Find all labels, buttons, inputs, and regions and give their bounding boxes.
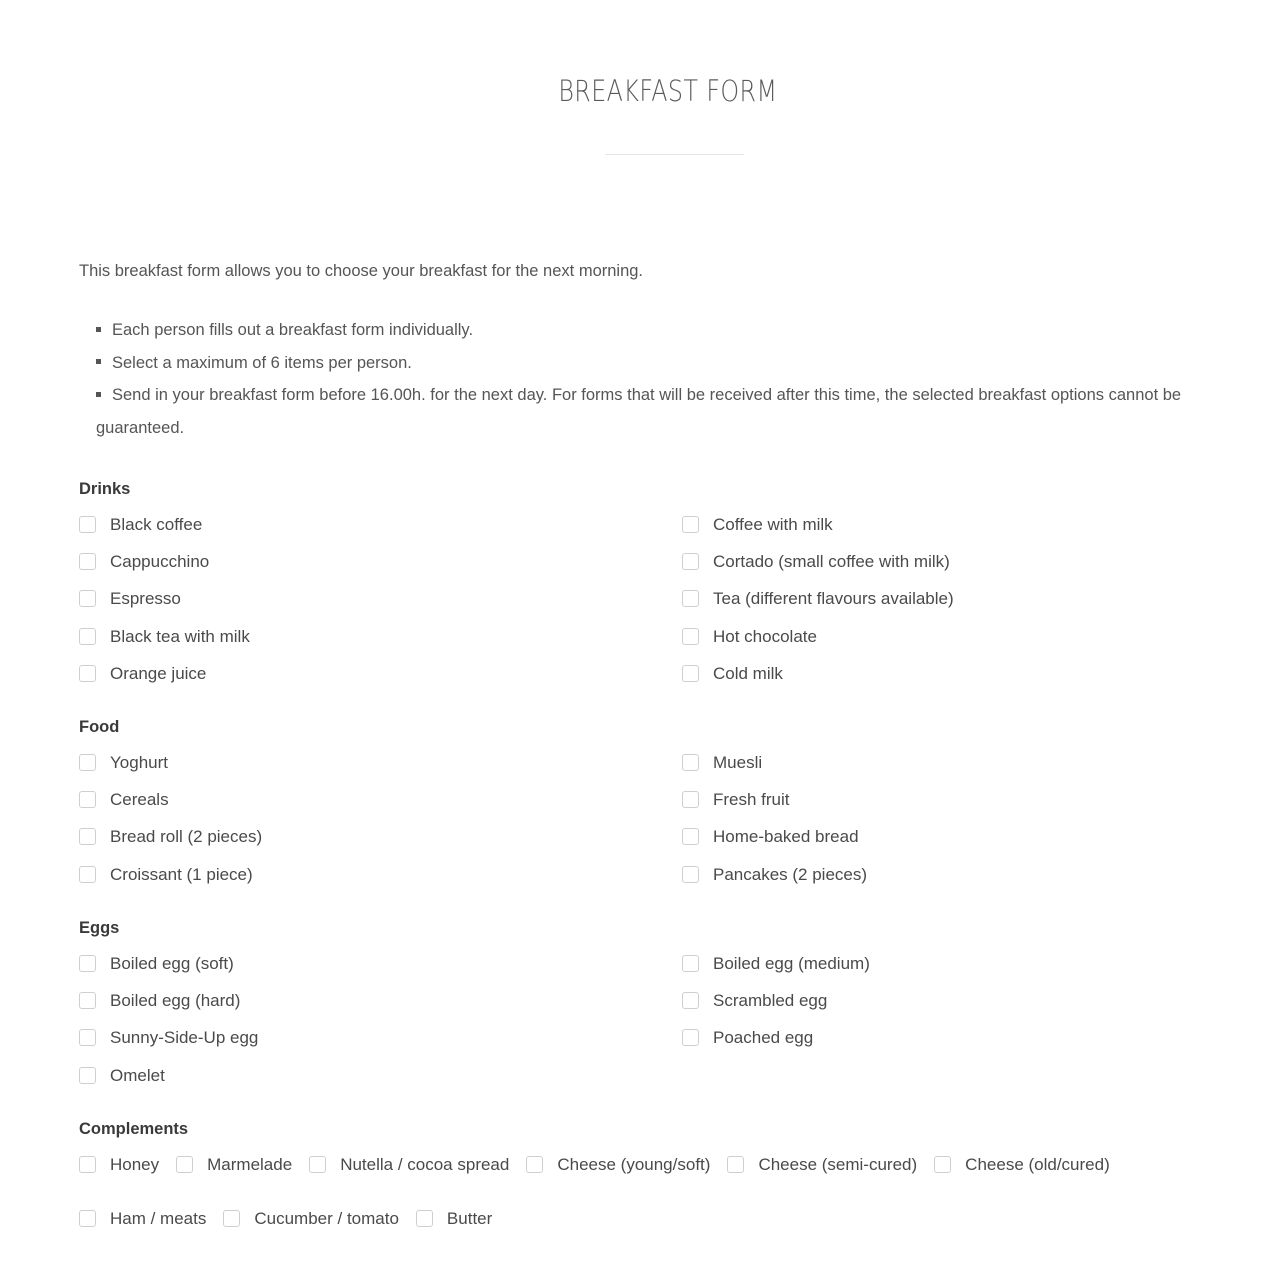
checkbox[interactable] [309,1156,326,1173]
checkbox[interactable] [682,866,699,883]
option-label: Honey [110,1155,160,1174]
option-label: Cold milk [713,663,783,683]
rule-item: Send in your breakfast form before 16.00h. for the next day. For forms that will be received after this time, the selected breakfast options cannot be guaranteed. [96,379,1216,444]
option-label: Espresso [110,589,181,609]
option-label: Tea (different flavours available) [713,589,954,609]
option-bread-roll[interactable] [79,827,682,864]
option-label: Boiled egg (hard) [110,991,241,1011]
option-coffee-with-milk[interactable] [682,515,1216,552]
option-boiled-egg-medium[interactable] [682,954,1216,991]
option-muesli[interactable] [682,753,1216,790]
option-cheese-young[interactable] [526,1155,710,1175]
checkbox[interactable] [79,1156,96,1173]
checkbox[interactable] [682,828,699,845]
rule-item: Select a maximum of 6 items per person. [96,347,1216,380]
food-section [79,716,1216,902]
complements-heading: Complements [79,1120,189,1138]
checkbox[interactable] [79,992,96,1009]
option-label: Black tea with milk [110,626,250,646]
option-label: Cortado (small coffee with milk) [713,552,950,572]
option-label: Scrambled egg [713,991,828,1011]
form-title: BREAKFAST FORM [558,74,778,108]
food-heading: Food [79,718,120,736]
option-boiled-egg-hard[interactable] [79,991,682,1028]
checkbox[interactable] [223,1210,240,1227]
checkbox[interactable] [682,553,699,570]
checkbox[interactable] [682,992,699,1009]
checkbox[interactable] [682,590,699,607]
checkbox[interactable] [79,628,96,645]
option-label: Cheese (young/soft) [557,1155,711,1174]
option-scrambled-egg[interactable] [682,991,1216,1028]
checkbox[interactable] [682,665,699,682]
option-label: Cheese (old/cured) [965,1155,1110,1174]
checkbox[interactable] [79,866,96,883]
option-label: Cucumber / tomato [254,1209,399,1228]
option-label: Ham / meats [110,1209,207,1228]
option-sunny-side-up-egg[interactable] [79,1028,682,1065]
checkbox[interactable] [934,1156,951,1173]
drinks-heading: Drinks [79,480,131,498]
option-label: Muesli [713,753,763,772]
option-cortado[interactable] [682,552,1216,589]
option-label: Hot chocolate [713,626,817,646]
checkbox[interactable] [176,1156,193,1173]
option-label: Black coffee [110,515,203,534]
option-black-coffee[interactable] [79,515,682,552]
eggs-section [79,917,1216,1103]
checkbox[interactable] [79,590,96,607]
option-cappucchino[interactable] [79,552,682,589]
drinks-options [79,515,1216,701]
option-label: Fresh fruit [713,790,790,810]
option-label: Croissant (1 piece) [110,864,253,884]
complements-options [79,1155,1216,1229]
checkbox[interactable] [682,791,699,808]
checkbox[interactable] [416,1210,433,1227]
checkbox[interactable] [79,1029,96,1046]
option-boiled-egg-soft[interactable] [79,954,682,991]
option-croissant[interactable] [79,865,682,902]
checkbox[interactable] [727,1156,744,1173]
checkbox[interactable] [79,553,96,570]
option-label: Boiled egg (soft) [110,954,234,973]
option-fresh-fruit[interactable] [682,790,1216,827]
eggs-heading: Eggs [79,919,120,937]
checkbox[interactable] [79,955,96,972]
checkbox[interactable] [79,791,96,808]
option-cereals[interactable] [79,790,682,827]
option-label: Home-baked bread [713,827,859,847]
option-nutella[interactable] [309,1155,509,1175]
checkbox[interactable] [79,1067,96,1084]
checkbox[interactable] [682,754,699,771]
option-label: Boiled egg (medium) [713,954,870,973]
option-label: Butter [446,1209,493,1228]
checkbox[interactable] [682,516,699,533]
option-omelet[interactable] [79,1066,682,1103]
checkbox[interactable] [79,516,96,533]
option-label: Coffee with milk [713,515,833,534]
rule-item: Each person fills out a breakfast form individually. [96,314,1216,347]
option-orange-juice[interactable] [79,664,682,701]
form-rules-list [96,314,1216,444]
option-honey[interactable] [79,1155,159,1175]
option-espresso[interactable] [79,589,682,626]
drinks-section [79,478,1216,701]
option-label: Omelet [110,1065,165,1085]
option-cheese-old[interactable] [934,1155,1110,1175]
option-poached-egg[interactable] [682,1028,1216,1065]
option-tea[interactable] [682,589,1216,626]
option-label: Pancakes (2 pieces) [713,864,868,884]
option-label: Yoghurt [110,753,168,772]
checkbox[interactable] [682,955,699,972]
checkbox[interactable] [79,1210,96,1227]
option-butter[interactable] [416,1209,492,1229]
checkbox[interactable] [79,754,96,771]
option-label: Bread roll (2 pieces) [110,827,263,847]
option-label: Marmelade [207,1155,293,1174]
checkbox[interactable] [526,1156,543,1173]
form-intro: This breakfast form allows you to choose your breakfast for the next morning. [79,262,644,280]
option-label: Orange juice [110,663,207,683]
option-label: Poached egg [713,1028,814,1048]
option-marmelade[interactable] [176,1155,292,1175]
option-cold-milk[interactable] [682,664,1216,701]
option-label: Nutella / cocoa spread [340,1155,510,1174]
option-hot-chocolate[interactable] [682,627,1216,664]
option-black-tea-with-milk[interactable] [79,627,682,664]
option-yoghurt[interactable] [79,753,682,790]
option-label: Cappucchino [110,552,210,572]
title-divider [605,154,744,155]
eggs-options [79,954,1216,1103]
option-cucumber-tomato[interactable] [223,1209,399,1229]
option-label: Cereals [110,790,169,810]
option-label: Sunny-Side-Up egg [110,1028,259,1048]
checkbox[interactable] [682,1029,699,1046]
complements-section [79,1118,1216,1229]
checkbox[interactable] [79,665,96,682]
option-pancakes[interactable] [682,865,1216,902]
checkbox[interactable] [79,828,96,845]
option-home-baked-bread[interactable] [682,827,1216,864]
checkbox[interactable] [682,628,699,645]
food-options [79,753,1216,902]
option-ham-meats[interactable] [79,1209,206,1229]
option-label: Cheese (semi-cured) [758,1155,918,1174]
option-cheese-semi-cured[interactable] [727,1155,917,1175]
